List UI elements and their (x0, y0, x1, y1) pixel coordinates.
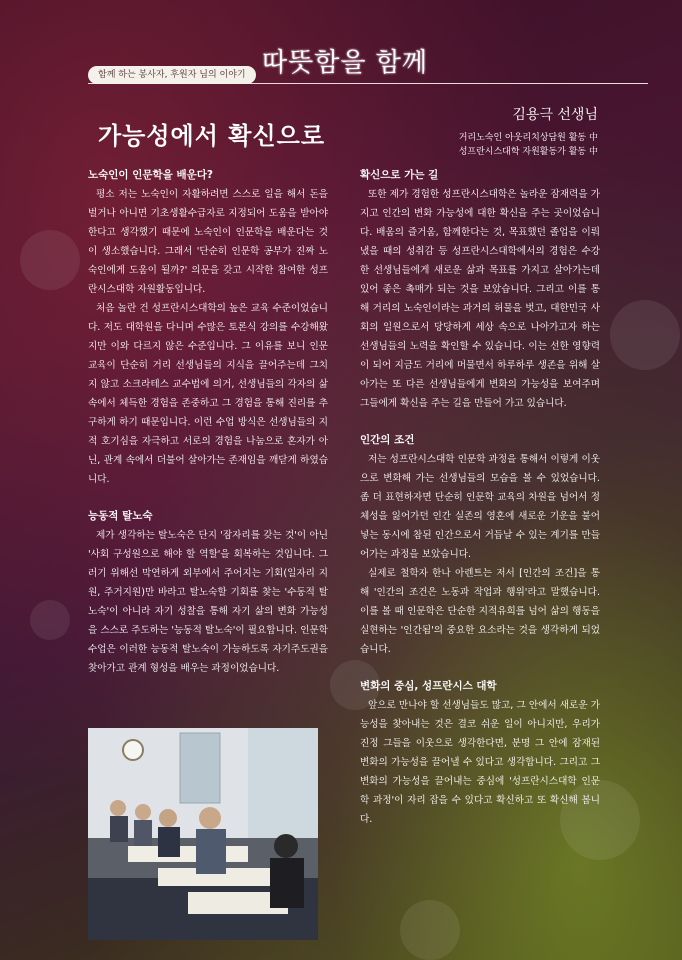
section-title: 따뜻함을 함께 (262, 48, 428, 78)
paragraph: 처음 놀란 건 성프란시스대학의 높은 교육 수준이었습니다. 저도 대학원을 다니며 수많은 토론식 강의를 수강해왔지만 이와 다르지 않은 수준입니다. 그 이유를 보니 인문교육이 단순히 거리 선생님들의 지식을 끌어주는데 그치지 않고 소크라테스 교수법에 의거, 선생님들의 각자의 삶 속에서 체득한 경험을 존중하고 그 경험을 통해 진리를 추구하게 하기 때문입니다. 이런 수업 방식은 선생님들의 지적 호기심을 자극하고 서로의 경험을 나눔으로 혼자가 아닌, 관계 속에서 더불어 살아가는 존재임을 깨닫게 하였습니다. (88, 303, 328, 485)
author-name: 김용극 선생님 (512, 107, 598, 123)
paragraph: 제가 생각하는 탈노숙은 단지 '잠자리를 갖는 것'이 아닌 '사회 구성원으로 해야 할 역할'을 회복하는 것입니다. 그러기 위해선 막연하게 외부에서 주어지는 기회(일자리 지원, 주거지원)만 바라고 탈노숙할 기회를 찾는 '수동적 탈노숙'이 아니라 자기 성찰을 통해 자기 삶의 변화 가능성을 스스로 주도하는 '능동적 탈노숙'이 필요합니다. 인문학 수업은 이러한 능동적 탈노숙이 가능하도록 자기주도권을 찾아가고 관계 형성을 배우는 과정이었습니다. (88, 530, 328, 674)
left-column (88, 166, 328, 678)
classroom-photo (88, 728, 318, 940)
section-heading: 인간의 조건 (360, 434, 415, 446)
author-role-2: 성프란시스대학 자원활동가 활동 中 (458, 147, 598, 157)
section-heading: 확신으로 가는 길 (360, 169, 439, 181)
bokeh-light (610, 300, 680, 370)
author-role-1: 거리노숙인 아웃리치상담원 활동 中 (458, 133, 598, 143)
section-heading: 노숙인이 인문학을 배운다? (88, 169, 213, 181)
paragraph: 평소 저는 노숙인이 자활하려면 스스로 일을 해서 돈을 벌거나 아니면 기초생활수급자로 지정되어 도움을 받아야 한다고 생각했기 때문에 노숙인이 인문학을 배운다는 것이 생소했습니다. 그래서 '단순히 인문학 공부가 진짜 노숙인에게 도움이 될까?' 의문을 갖고 시작한 참여한 성프란시스대학 자원활동입니다. (88, 189, 328, 295)
section-heading: 변화의 중심, 성프란시스 대학 (360, 680, 497, 692)
paragraph: 실제로 철학자 한나 아렌트는 저서 [인간의 조건]을 통해 '인간의 조건은 노동과 작업과 행위'라고 말했습니다. 이를 볼 때 인문학은 단순한 지적유희를 넘어 삶의 행동을 실현하는 '인간됨'의 중요한 요소라는 것을 생각하게 되었습니다. (360, 568, 600, 655)
article-title: 가능성에서 확신으로 (98, 122, 326, 150)
paragraph: 또한 제가 경험한 성프란시스대학은 놀라운 잠재력을 가지고 인간의 변화 가능성에 대한 확신을 주는 곳이었습니다. 배움의 즐거움, 함께한다는 것, 목표했던 졸업을 이뤄냈을 때의 성취감 등 성프란시스대학에서의 경험은 수강한 선생님들에게 새로운 삶과 목표를 가지고 살아가는데 있어 좋은 촉매가 되는 것을 보았습니다. 그리고 이를 통해 거리의 노숙인이라는 과거의 허물을 벗고, 대한민국 사회의 일원으로서 당당하게 세상 속으로 나아가고자 하는 선생님들의 노력을 확인할 수 있습니다. 이는 선한 영향력이 되어 지금도 거리에 머물면서 하루하루 생존을 위해 살아가는 또 다른 선생님들에게 변화의 가능성을 보여주며 그들에게 확신을 주는 길을 만들어 가고 있습니다. (360, 189, 600, 409)
section-heading: 능동적 탈노숙 (88, 510, 153, 522)
bokeh-light (400, 900, 460, 960)
header-tagline: 함께 하는 봉사자, 후원자 님의 이야기 (88, 66, 256, 84)
classroom-illustration (88, 728, 318, 940)
right-column (360, 166, 600, 829)
paragraph: 저는 성프란시스대학 인문학 과정을 통해서 이렇게 이웃으로 변화해 가는 선생님들의 모습을 볼 수 있었습니다. 좀 더 표현하자면 단순히 인문학 교육의 차원을 넘어서 정체성을 잃어가던 인간 실존의 영혼에 새로운 기운을 불어넣는 동시에 참된 인간으로서 거듭날 수 있는 계기를 만들어가는 과정을 보았습니다. (360, 454, 600, 560)
bokeh-light (30, 600, 70, 640)
paragraph: 앞으로 만나야 할 선생님들도 많고, 그 안에서 새로운 가능성을 찾아내는 것은 결코 쉬운 일이 아니지만, 우리가 진정 그들을 이웃으로 생각한다면, 분명 그 안에 잠재된 변화의 가능성을 끌어낼 수 있다고 생각합니다. 그리고 그 변화의 가능성을 끌어내는 중심에 '성프란시스대학 인문학 과정'이 자리 잡을 수 있다고 확신하고 또 확신해 봅니다. (360, 700, 600, 825)
bokeh-light (20, 230, 80, 290)
